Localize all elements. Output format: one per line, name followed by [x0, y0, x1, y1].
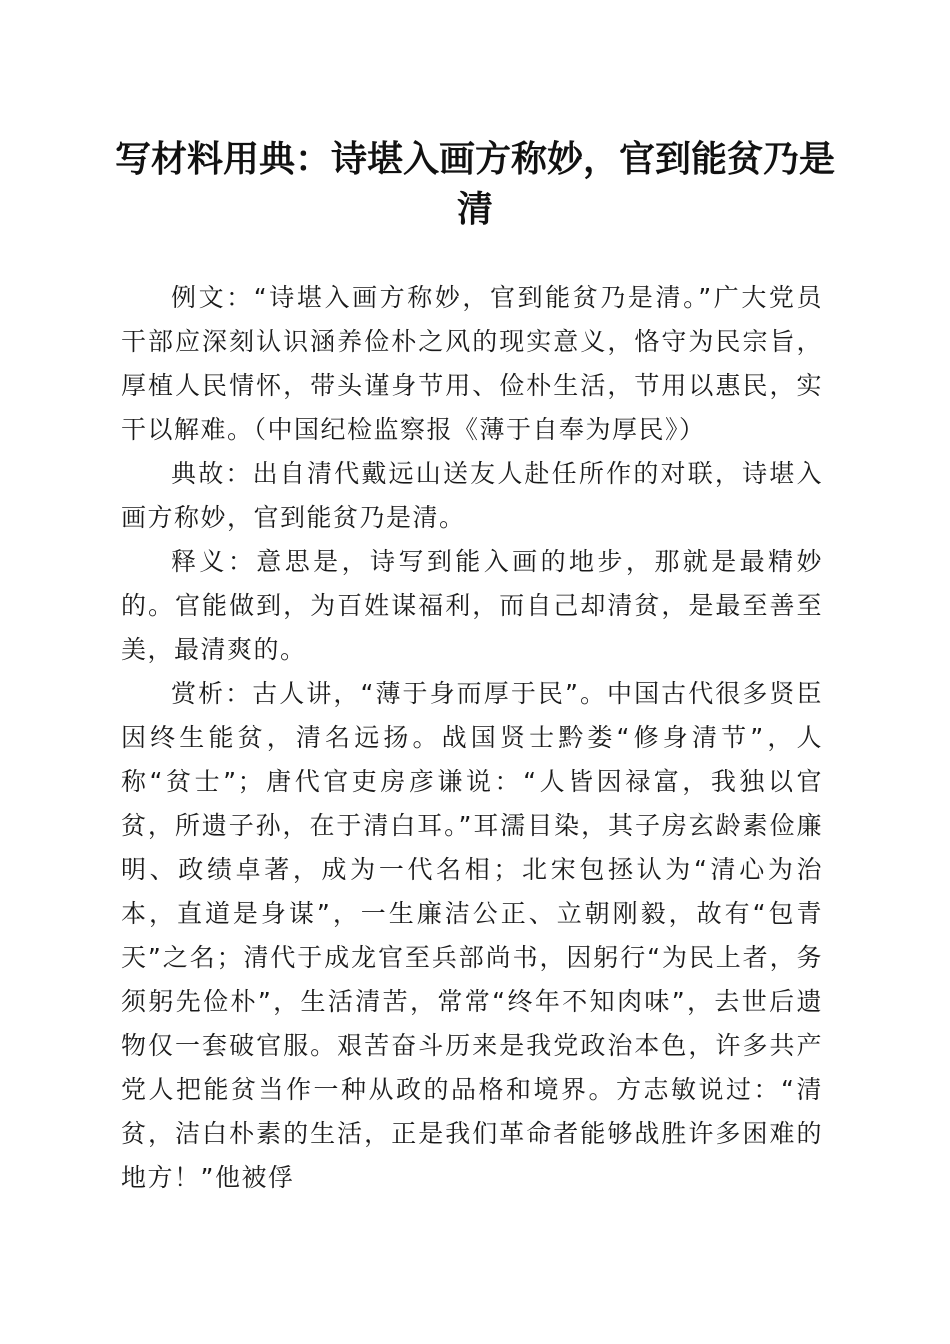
paragraph-example: 例文：“诗堪入画方称妙，官到能贫乃是清。”广大党员干部应深刻认识涵养俭朴之风的现实意义，恪守为民宗旨，厚植人民情怀，带头谨身节用、俭朴生活，节用以惠民，实干以解难。（中国纪检监察报《薄于自奉为厚民》） — [121, 283, 823, 444]
paragraph-origin: 典故：出自清代戴远山送友人赴任所作的对联，诗堪入画方称妙，官到能贫乃是清。 — [121, 459, 823, 532]
document-body — [121, 276, 823, 1200]
paragraph-appreciation: 赏析：古人讲，“薄于身而厚于民”。中国古代很多贤臣因终生能贫，清名远扬。战国贤士黔娄“修身清节”，人称“贫士”；唐代官吏房彦谦说：“人皆因禄富，我独以官贫，所遗子孙，在于清白耳。”耳濡目染，其子房玄龄素俭廉明、政绩卓著，成为一代名相；北宋包拯认为“清心为治本，直道是身谋”，一生廉洁公正、立朝刚毅，故有“包青天”之名；清代于成龙官至兵部尚书，因躬行“为民上者，务须躬先俭朴”，生活清苦，常常“终年不知肉味”，去世后遗物仅一套破官服。艰苦奋斗历来是我党政治本色，许多共产党人把能贫当作一种从政的品格和境界。方志敏说过：“清贫，洁白朴素的生活，正是我们革命者能够战胜许多困难的地方！”他被俘 — [121, 679, 823, 1192]
document-title: 写材料用典：诗堪入画方称妙，官到能贫乃是清 — [114, 138, 835, 230]
paragraph-meaning: 释义：意思是，诗写到能入画的地步，那就是最精妙的。官能做到，为百姓谋福利，而自己却清贫，是最至善至美，最清爽的。 — [121, 547, 823, 664]
